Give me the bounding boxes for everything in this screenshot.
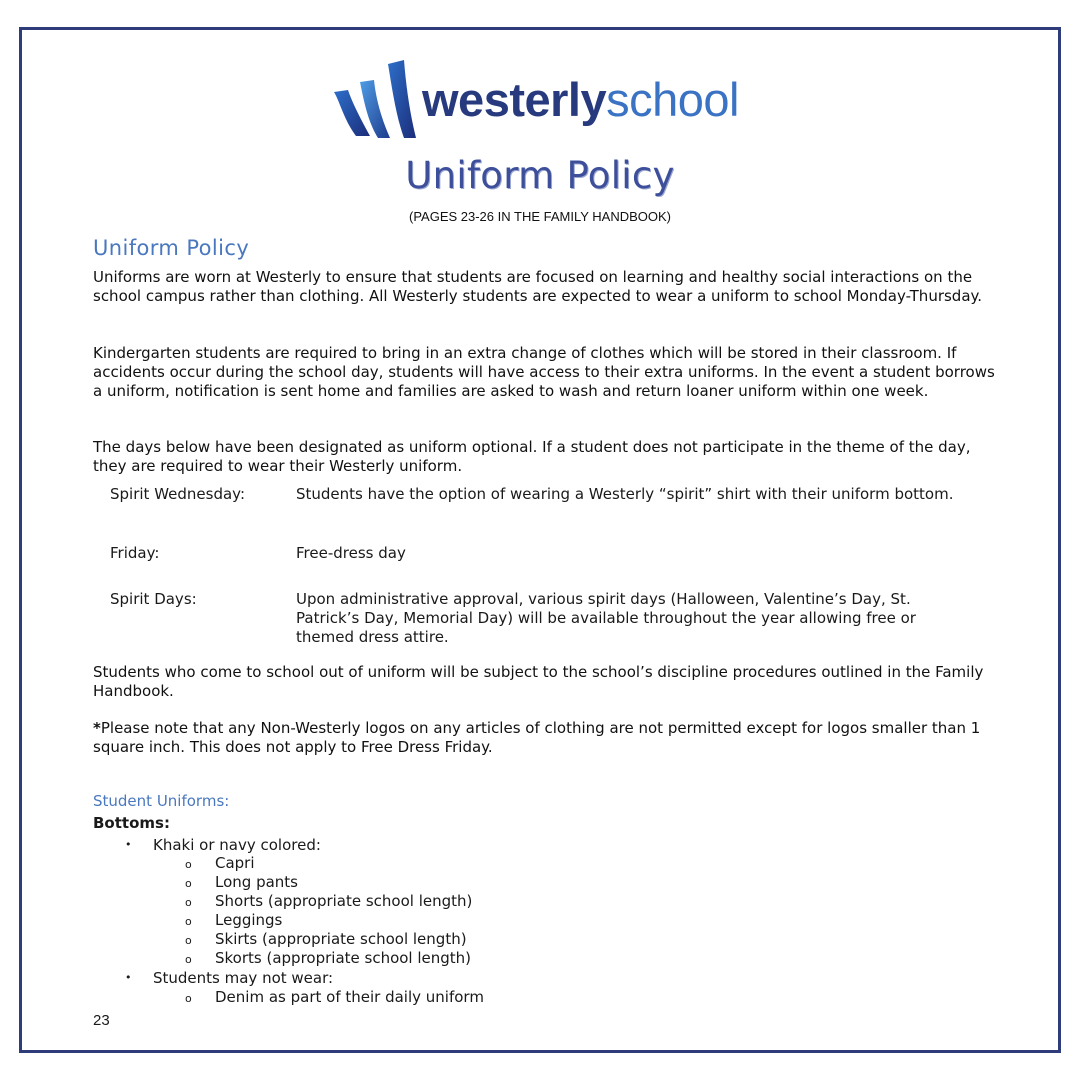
list-item: o Skorts (appropriate school length)	[185, 949, 472, 967]
logo-w-icon	[330, 58, 422, 142]
logo-word-westerly: westerly	[422, 73, 607, 126]
paragraph-discipline: Students who come to school out of uniform will be subject to the school’s discipline procedures outlined in the Family Handbook.	[93, 663, 984, 700]
page-subtitle: (PAGES 23-26 IN THE FAMILY HANDBOOK)	[409, 209, 671, 224]
bottoms-heading: Bottoms:	[93, 814, 170, 832]
list-item: o Skirts (appropriate school length)	[185, 930, 467, 948]
school-logo	[330, 58, 760, 142]
sub-bullet-icon: o	[185, 877, 192, 890]
day-label-spirit-days: Spirit Days:	[110, 590, 197, 608]
paragraph-optional-days: The days below have been designated as uniform optional. If a student does not participate in the theme of the day, they are required to wear their Westerly uniform.	[93, 438, 971, 475]
bullet-icon: •	[125, 971, 132, 984]
day-label-spirit-wednesday: Spirit Wednesday:	[110, 485, 245, 503]
sub-bullet-icon: o	[185, 992, 192, 1005]
day-desc-spirit-wednesday: Students have the option of wearing a Westerly “spirit” shirt with their uniform bottom.	[296, 485, 954, 503]
day-label-friday: Friday:	[110, 544, 160, 562]
list-item: o Capri	[185, 854, 255, 872]
logo-wordmark	[422, 73, 739, 126]
list-item: • Students may not wear:	[125, 969, 334, 987]
page-title: Uniform Policy	[405, 154, 675, 197]
day-desc-friday: Free-dress day	[296, 544, 406, 562]
list-item: • Khaki or navy colored:	[125, 836, 321, 854]
sub-bullet-icon: o	[185, 915, 192, 928]
page-number: 23	[93, 1012, 110, 1029]
sub-bullet-icon: o	[185, 953, 192, 966]
day-desc-spirit-days: Upon administrative approval, various spirit days (Halloween, Valentine’s Day, St. Patrick’s Day, Memorial Day) will be available throughout the year allowing free or themed dress attire.	[296, 590, 916, 646]
list-item: o Leggings	[185, 911, 283, 929]
sub-bullet-icon: o	[185, 896, 192, 909]
section-title: Uniform Policy	[93, 236, 250, 260]
paragraph-logo-note	[93, 719, 1008, 757]
sub-bullet-icon: o	[185, 934, 192, 947]
note-text: Please note that any Non-Westerly logos on any articles of clothing are not permitted except for logos smaller than 1 square inch. This does not apply to Free Dress Friday.	[93, 719, 981, 756]
sub-bullet-icon: o	[185, 858, 192, 871]
note-asterisk: *	[93, 719, 101, 737]
list-item: o Shorts (appropriate school length)	[185, 892, 473, 910]
bullet-icon: •	[125, 838, 132, 851]
logo-word-school: school	[606, 73, 739, 126]
list-item: o Long pants	[185, 873, 298, 891]
list-item: o Denim as part of their daily uniform	[185, 988, 484, 1006]
student-uniforms-heading: Student Uniforms:	[93, 792, 230, 810]
paragraph-kindergarten: Kindergarten students are required to bring in an extra change of clothes which will be stored in their classroom. If accidents occur during the school day, students will have access to their extra uniforms. In the event a student borrows a uniform, notification is sent home and families are asked to wash and return loaner uniform within one week.	[93, 344, 995, 400]
paragraph-intro: Uniforms are worn at Westerly to ensure that students are focused on learning and healthy social interactions on the school campus rather than clothing. All Westerly students are expected to wear a uniform to school Monday-Thursday.	[93, 268, 983, 305]
